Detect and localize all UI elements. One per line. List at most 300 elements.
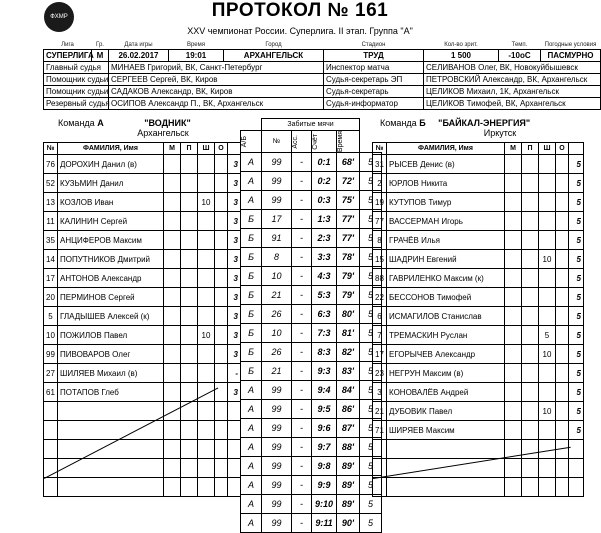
goal-time: 75' bbox=[337, 191, 360, 210]
player-number: 17 bbox=[44, 269, 58, 288]
goal-scorer-number: 99 bbox=[262, 191, 292, 210]
player-p bbox=[522, 402, 539, 421]
col-num: № bbox=[44, 143, 58, 155]
player-number: 76 bbox=[44, 155, 58, 174]
goal-time: 79' bbox=[337, 286, 360, 305]
player-row bbox=[373, 402, 584, 421]
goal-team: А bbox=[241, 476, 262, 495]
player-m bbox=[164, 269, 181, 288]
goal-row bbox=[241, 400, 392, 419]
player-row bbox=[373, 326, 584, 345]
player-m bbox=[505, 383, 522, 402]
assistant-referee-1: СЕРГЕЕВ Сергей, ВК, Киров bbox=[109, 73, 324, 85]
player-p bbox=[181, 174, 198, 193]
player-sh bbox=[198, 307, 215, 326]
assistant-referee-2-label: Помощник судьи bbox=[44, 85, 109, 97]
col-o: О bbox=[556, 143, 569, 155]
player-o bbox=[556, 231, 569, 250]
goal-time: 79' bbox=[337, 267, 360, 286]
player-number: 22 bbox=[373, 288, 387, 307]
team-a-name: "ВОДНИК" bbox=[144, 118, 191, 128]
player-games: 5 bbox=[569, 155, 584, 174]
player-sh bbox=[539, 421, 556, 440]
protocol-subtitle: XXV чемпионат России. Суперлига. II этап. Группа "А" bbox=[187, 26, 413, 36]
goal-assist: - bbox=[292, 381, 312, 400]
goal-team: Б bbox=[241, 229, 262, 248]
chief-referee-label: Главный судья bbox=[44, 61, 109, 73]
player-o bbox=[556, 155, 569, 174]
secretary-label: Судья-секретарь bbox=[324, 85, 424, 97]
player-m bbox=[505, 269, 522, 288]
player-name: АНЦИФЕРОВ Максим bbox=[58, 231, 164, 250]
city-value: АРХАНГЕЛЬСК bbox=[224, 49, 324, 61]
goal-score: 9:4 bbox=[312, 381, 337, 400]
player-games: 3 bbox=[228, 174, 241, 193]
goal-row bbox=[241, 172, 392, 191]
player-p bbox=[522, 326, 539, 345]
goal-team: Б bbox=[241, 305, 262, 324]
goal-time: 89' bbox=[337, 495, 360, 514]
goal-time: 88' bbox=[337, 438, 360, 457]
player-p bbox=[522, 345, 539, 364]
goal-row bbox=[241, 286, 392, 305]
goal-time: 72' bbox=[337, 172, 360, 191]
player-sh: 10 bbox=[539, 345, 556, 364]
player-m bbox=[505, 155, 522, 174]
goal-assist: - bbox=[292, 400, 312, 419]
player-games: 5 bbox=[569, 212, 584, 231]
goals-table bbox=[240, 118, 392, 533]
goals-col-score: Счёт bbox=[312, 133, 319, 150]
goal-scorer-number: 26 bbox=[262, 305, 292, 324]
player-name: ГРАЧЁВ Илья bbox=[387, 231, 505, 250]
goal-mark: 5 bbox=[360, 286, 382, 305]
player-number: 17 bbox=[373, 345, 387, 364]
temp-value: -10оС bbox=[499, 49, 541, 61]
player-m bbox=[164, 326, 181, 345]
player-name: ШАДРИН Евгений bbox=[387, 250, 505, 269]
player-sh bbox=[539, 174, 556, 193]
player-row bbox=[373, 250, 584, 269]
player-m bbox=[505, 174, 522, 193]
player-row bbox=[44, 212, 241, 231]
player-sh: 10 bbox=[539, 402, 556, 421]
goal-assist: - bbox=[292, 362, 312, 381]
player-p bbox=[181, 231, 198, 250]
col-name: ФАМИЛИЯ, Имя bbox=[58, 143, 164, 155]
player-row bbox=[373, 307, 584, 326]
goal-assist: - bbox=[292, 248, 312, 267]
player-row bbox=[44, 193, 241, 212]
team-b-header bbox=[380, 118, 580, 138]
player-row bbox=[44, 478, 241, 497]
player-number: 14 bbox=[44, 250, 58, 269]
player-o bbox=[556, 288, 569, 307]
player-sh: 10 bbox=[198, 326, 215, 345]
player-row bbox=[44, 307, 241, 326]
player-number: 10 bbox=[44, 326, 58, 345]
goal-mark: 5 bbox=[360, 343, 382, 362]
goal-assist: - bbox=[292, 153, 312, 172]
player-p bbox=[522, 212, 539, 231]
player-o bbox=[215, 326, 228, 345]
player-sh bbox=[198, 155, 215, 174]
goal-time: 82' bbox=[337, 343, 360, 362]
goal-row bbox=[241, 438, 392, 457]
player-m bbox=[505, 364, 522, 383]
player-row bbox=[373, 364, 584, 383]
player-sh bbox=[539, 364, 556, 383]
caption-temp: Темп. bbox=[511, 42, 528, 49]
player-number: 88 bbox=[373, 269, 387, 288]
player-o bbox=[556, 364, 569, 383]
player-games: 5 bbox=[569, 402, 584, 421]
player-row bbox=[373, 478, 584, 497]
player-p bbox=[522, 383, 539, 402]
player-m bbox=[164, 307, 181, 326]
player-number: 20 bbox=[44, 288, 58, 307]
player-name: ТРЕМАСКИН Руслан bbox=[387, 326, 505, 345]
goal-assist: - bbox=[292, 419, 312, 438]
player-number: 77 bbox=[373, 212, 387, 231]
player-number: 21 bbox=[373, 402, 387, 421]
goal-score: 2:3 bbox=[312, 229, 337, 248]
goal-assist: - bbox=[292, 305, 312, 324]
logo-text: ФХМР bbox=[50, 14, 68, 20]
col-sh: Ш bbox=[539, 143, 556, 155]
goal-mark: 5 bbox=[360, 476, 382, 495]
goals-col-num: № bbox=[262, 131, 292, 153]
player-o bbox=[556, 326, 569, 345]
chief-referee: МИНАЕВ Григорий, ВК, Санкт-Петербург bbox=[109, 61, 324, 73]
goal-assist: - bbox=[292, 343, 312, 362]
player-row bbox=[373, 212, 584, 231]
player-sh bbox=[539, 288, 556, 307]
player-p bbox=[181, 307, 198, 326]
goal-scorer-number: 99 bbox=[262, 476, 292, 495]
goal-time: 90' bbox=[337, 514, 360, 533]
goal-team: Б bbox=[241, 267, 262, 286]
goal-row bbox=[241, 153, 392, 172]
goal-team: Б bbox=[241, 343, 262, 362]
goal-time: 77' bbox=[337, 210, 360, 229]
goal-row bbox=[241, 381, 392, 400]
player-row bbox=[44, 269, 241, 288]
player-p bbox=[522, 155, 539, 174]
goal-scorer-number: 99 bbox=[262, 419, 292, 438]
player-o bbox=[215, 155, 228, 174]
goal-team: А bbox=[241, 514, 262, 533]
player-o bbox=[556, 174, 569, 193]
player-number: 8 bbox=[373, 231, 387, 250]
team-a-letter: А bbox=[97, 118, 104, 128]
player-p bbox=[181, 155, 198, 174]
player-number: 13 bbox=[44, 193, 58, 212]
player-row bbox=[373, 383, 584, 402]
goal-scorer-number: 17 bbox=[262, 210, 292, 229]
player-name: ПИВОВАРОВ Олег bbox=[58, 345, 164, 364]
goal-mark: 5 bbox=[360, 438, 382, 457]
player-games: 3 bbox=[228, 288, 241, 307]
goal-time: 78' bbox=[337, 248, 360, 267]
goal-mark: 5 bbox=[360, 248, 382, 267]
player-games: 5 bbox=[569, 326, 584, 345]
player-name: ПОТАПОВ Глеб bbox=[58, 383, 164, 402]
player-name: ПОЖИЛОВ Павел bbox=[58, 326, 164, 345]
goal-team: А bbox=[241, 438, 262, 457]
player-name: ПЕРМИНОВ Сергей bbox=[58, 288, 164, 307]
player-name: ДОРОХИН Данил (в) bbox=[58, 155, 164, 174]
goal-team: А bbox=[241, 495, 262, 514]
player-sh bbox=[539, 307, 556, 326]
goal-scorer-number: 10 bbox=[262, 324, 292, 343]
player-o bbox=[215, 212, 228, 231]
player-o bbox=[556, 402, 569, 421]
goal-row bbox=[241, 343, 392, 362]
player-o bbox=[215, 193, 228, 212]
goal-mark: 5 bbox=[360, 191, 382, 210]
goal-mark: 5 bbox=[360, 172, 382, 191]
player-name: КОНОВАЛЁВ Андрей bbox=[387, 383, 505, 402]
goal-team: Б bbox=[241, 286, 262, 305]
goal-scorer-number: 10 bbox=[262, 267, 292, 286]
goal-time: 80' bbox=[337, 305, 360, 324]
assistant-referee-1-label: Помощник судьи bbox=[44, 73, 109, 85]
player-m bbox=[164, 231, 181, 250]
team-a-label: Команда bbox=[58, 118, 95, 128]
player-row bbox=[373, 231, 584, 250]
goal-mark: 5 bbox=[360, 381, 382, 400]
secretary-ep-label: Судья-секретарь ЭП bbox=[324, 73, 424, 85]
goal-mark: 5 bbox=[360, 305, 382, 324]
goal-score: 9:11 bbox=[312, 514, 337, 533]
player-games: 3 bbox=[228, 345, 241, 364]
team-a-roster bbox=[43, 142, 241, 497]
team-b-letter: Б bbox=[419, 118, 426, 128]
time-value: 19:01 bbox=[169, 49, 224, 61]
group-value: М bbox=[92, 49, 109, 61]
player-m bbox=[505, 402, 522, 421]
caption-league: Лига bbox=[61, 42, 74, 49]
goal-team: А bbox=[241, 191, 262, 210]
player-row bbox=[373, 174, 584, 193]
player-m bbox=[164, 155, 181, 174]
goal-row bbox=[241, 457, 392, 476]
player-o bbox=[215, 307, 228, 326]
player-row bbox=[373, 421, 584, 440]
goal-scorer-number: 26 bbox=[262, 343, 292, 362]
goal-assist: - bbox=[292, 286, 312, 305]
goals-col-team: А/Б bbox=[241, 135, 248, 148]
player-row bbox=[44, 326, 241, 345]
player-sh bbox=[198, 231, 215, 250]
goal-mark: 5 bbox=[360, 419, 382, 438]
protocol-title: ПРОТОКОЛ № 161 bbox=[211, 0, 389, 21]
player-name: ГЛАДЫШЕВ Алексей (к) bbox=[58, 307, 164, 326]
match-info-table bbox=[43, 42, 601, 110]
player-m bbox=[505, 345, 522, 364]
player-m bbox=[164, 345, 181, 364]
inspector-label: Инспектор матча bbox=[324, 61, 424, 73]
goal-mark: 5 bbox=[360, 514, 382, 533]
team-a-city: Архангельск bbox=[137, 128, 189, 138]
goal-team: А bbox=[241, 457, 262, 476]
player-p bbox=[181, 345, 198, 364]
goal-scorer-number: 99 bbox=[262, 172, 292, 191]
player-row bbox=[44, 402, 241, 421]
player-row bbox=[44, 288, 241, 307]
player-m bbox=[164, 250, 181, 269]
player-name: ДУБОВИК Павел bbox=[387, 402, 505, 421]
player-name: КАЛИНИН Сергей bbox=[58, 212, 164, 231]
goal-score: 6:3 bbox=[312, 305, 337, 324]
goal-scorer-number: 99 bbox=[262, 495, 292, 514]
player-p bbox=[181, 212, 198, 231]
caption-weather: Погодные условия bbox=[544, 42, 597, 49]
player-p bbox=[181, 269, 198, 288]
player-o bbox=[215, 383, 228, 402]
player-o bbox=[556, 269, 569, 288]
goal-team: А bbox=[241, 381, 262, 400]
player-games: 3 bbox=[228, 269, 241, 288]
player-sh bbox=[198, 364, 215, 383]
goal-assist: - bbox=[292, 476, 312, 495]
date-value: 26.02.2017 bbox=[109, 49, 169, 61]
player-row bbox=[44, 459, 241, 478]
player-games: - bbox=[228, 364, 241, 383]
player-games: 5 bbox=[569, 250, 584, 269]
player-o bbox=[556, 383, 569, 402]
player-sh bbox=[539, 155, 556, 174]
player-m bbox=[505, 326, 522, 345]
goals-title: Забитые мячи bbox=[262, 119, 360, 131]
goals-col-ass: Асс. bbox=[292, 134, 299, 149]
player-o bbox=[556, 307, 569, 326]
goal-assist: - bbox=[292, 495, 312, 514]
col-p: П bbox=[522, 143, 539, 155]
player-sh bbox=[198, 345, 215, 364]
goal-mark: 5 bbox=[360, 229, 382, 248]
player-sh: 10 bbox=[198, 193, 215, 212]
goal-score: 9:6 bbox=[312, 419, 337, 438]
player-name: ГАВРИЛЕНКО Максим (к) bbox=[387, 269, 505, 288]
player-m bbox=[164, 212, 181, 231]
player-row bbox=[44, 231, 241, 250]
goal-mark: 5 bbox=[360, 267, 382, 286]
goal-team: А bbox=[241, 419, 262, 438]
player-o bbox=[556, 212, 569, 231]
goal-score: 3:3 bbox=[312, 248, 337, 267]
player-o bbox=[215, 345, 228, 364]
player-name: ПОПУТНИКОВ Дмитрий bbox=[58, 250, 164, 269]
player-m bbox=[505, 212, 522, 231]
player-name: ЕГОРЫЧЕВ Александр bbox=[387, 345, 505, 364]
player-row bbox=[44, 440, 241, 459]
player-games: 3 bbox=[228, 231, 241, 250]
goal-team: Б bbox=[241, 210, 262, 229]
goal-row bbox=[241, 362, 392, 381]
goal-assist: - bbox=[292, 267, 312, 286]
team-a-header bbox=[58, 118, 238, 138]
caption-spectators: Кол-во зрит. bbox=[444, 42, 478, 49]
goal-score: 7:3 bbox=[312, 324, 337, 343]
player-m bbox=[164, 193, 181, 212]
player-number: 7 bbox=[373, 326, 387, 345]
goals-col-time: Время bbox=[337, 131, 344, 153]
player-games: 5 bbox=[569, 269, 584, 288]
player-name: ИСМАГИЛОВ Станислав bbox=[387, 307, 505, 326]
col-num: № bbox=[373, 143, 387, 155]
col-sh: Ш bbox=[198, 143, 215, 155]
player-number: 35 bbox=[44, 231, 58, 250]
player-games: 3 bbox=[228, 212, 241, 231]
player-p bbox=[522, 250, 539, 269]
inspector: СЕЛИВАНОВ Олег, ВК, Новокуйбышевск bbox=[424, 61, 601, 73]
player-number: 99 bbox=[44, 345, 58, 364]
player-games: 5 bbox=[569, 193, 584, 212]
player-number: 5 bbox=[44, 307, 58, 326]
goal-row bbox=[241, 495, 392, 514]
player-number: 3 bbox=[373, 383, 387, 402]
player-sh bbox=[539, 231, 556, 250]
player-name: НЕГРУН Максим (в) bbox=[387, 364, 505, 383]
player-sh: 5 bbox=[539, 326, 556, 345]
goal-score: 9:3 bbox=[312, 362, 337, 381]
player-o bbox=[215, 174, 228, 193]
player-p bbox=[181, 326, 198, 345]
goal-score: 1:3 bbox=[312, 210, 337, 229]
goal-assist: - bbox=[292, 191, 312, 210]
player-p bbox=[181, 193, 198, 212]
player-name: РЫСЕВ Денис (в) bbox=[387, 155, 505, 174]
goal-row bbox=[241, 210, 392, 229]
goal-mark: 5 bbox=[360, 457, 382, 476]
goal-assist: - bbox=[292, 438, 312, 457]
goal-score: 0:2 bbox=[312, 172, 337, 191]
league-value: СУПЕРЛИГА bbox=[44, 49, 92, 61]
player-row bbox=[44, 250, 241, 269]
player-sh bbox=[198, 269, 215, 288]
player-games: 5 bbox=[569, 174, 584, 193]
player-o bbox=[215, 269, 228, 288]
goal-time: 86' bbox=[337, 400, 360, 419]
player-sh bbox=[539, 212, 556, 231]
col-m: М bbox=[164, 143, 181, 155]
goal-score: 9:5 bbox=[312, 400, 337, 419]
col-m: М bbox=[505, 143, 522, 155]
goal-score: 5:3 bbox=[312, 286, 337, 305]
col-o: О bbox=[215, 143, 228, 155]
goal-time: 89' bbox=[337, 457, 360, 476]
player-sh bbox=[198, 250, 215, 269]
goal-time: 83' bbox=[337, 362, 360, 381]
goal-scorer-number: 99 bbox=[262, 514, 292, 533]
player-p bbox=[181, 364, 198, 383]
goal-time: 89' bbox=[337, 476, 360, 495]
reserve-referee-label: Резервный судья bbox=[44, 97, 109, 109]
goal-time: 81' bbox=[337, 324, 360, 343]
player-p bbox=[181, 288, 198, 307]
player-row bbox=[373, 269, 584, 288]
player-row bbox=[44, 155, 241, 174]
player-m bbox=[505, 250, 522, 269]
informer: ЦЕЛИКОВ Тимофей, ВК, Архангельск bbox=[424, 97, 601, 109]
goal-scorer-number: 99 bbox=[262, 438, 292, 457]
goal-scorer-number: 99 bbox=[262, 153, 292, 172]
informer-label: Судья-информатор bbox=[324, 97, 424, 109]
goal-mark: 5 bbox=[360, 324, 382, 343]
goal-row bbox=[241, 305, 392, 324]
